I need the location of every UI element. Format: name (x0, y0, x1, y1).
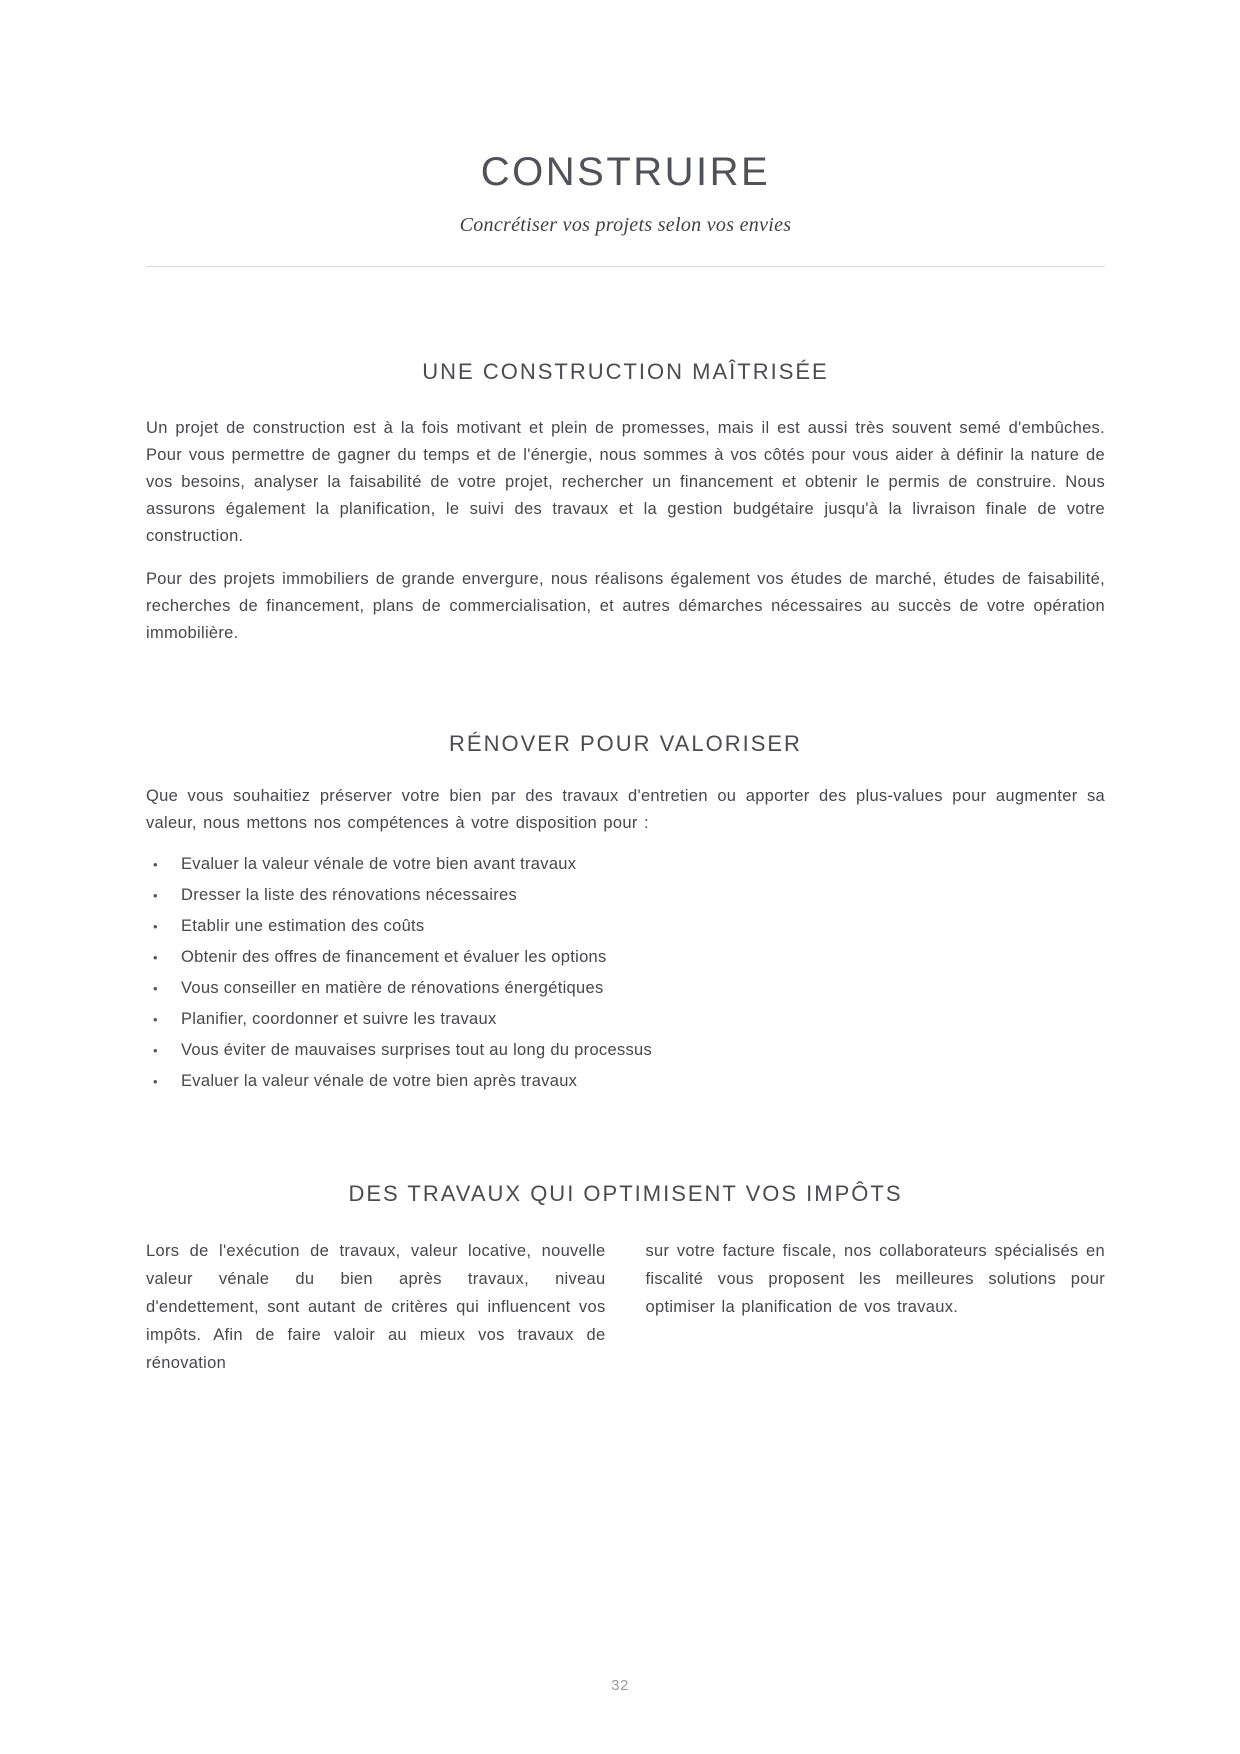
list-item (146, 973, 1105, 1004)
list-item (146, 1004, 1105, 1035)
section-impots (146, 1179, 1105, 1377)
section-renover (146, 729, 1105, 1097)
construction-paragraph-1: Un projet de construction est à la fois motivant et plein de promesses, mais il est aussi très souvent semé d'embûches. Pour vous permettre de gagner du temps et de l'énergie, nous sommes à vos côtés pour vous aider à définir la nature de vos besoins, analyser la faisabilité de votre projet, rechercher un financement et obtenir le permis de construire. Nous assurons également la planification, le suivi des travaux et la gestion budgétaire jusqu'à la livraison finale de votre construction. (146, 419, 1105, 545)
section-construction (146, 357, 1105, 647)
renover-bullet-list (146, 849, 1105, 1097)
list-item-label: Dresser la liste des rénovations nécessaires (181, 886, 518, 904)
impots-two-column-text (146, 1237, 1105, 1377)
list-item (146, 849, 1105, 880)
page-number: 32 (611, 1677, 629, 1694)
section-heading-construction: UNE CONSTRUCTION MAÎTRISÉE (422, 359, 829, 384)
list-item (146, 1066, 1105, 1097)
list-item-label: Evaluer la valeur vénale de votre bien après travaux (181, 1072, 578, 1090)
bullet-dot: • (153, 950, 158, 965)
page-subtitle: Concrétiser vos projets selon vos envies (459, 214, 792, 236)
renover-intro: Que vous souhaitiez préserver votre bien par des travaux d'entretien ou apporter des plus-values pour augmenter sa valeur, nous mettons nos compétences à votre disposition pour : (146, 787, 1105, 832)
list-item-label: Obtenir des offres de financement et évaluer les options (181, 948, 607, 966)
text-column-right: sur votre facture fiscale, nos collaborateurs spécialisés en fiscalité vous proposent les meilleures solutions pour optimiser la planification de vos travaux. (645, 1242, 1105, 1316)
bullet-dot: • (153, 919, 158, 934)
list-item (146, 880, 1105, 911)
list-item (146, 911, 1105, 942)
text-column-left: Lors de l'exécution de travaux, valeur locative, nouvelle valeur vénale du bien après travaux, niveau d'endettement, sont autant de critères qui influencent vos impôts. Afin de faire valoir au mieux vos travaux de rénovation (146, 1242, 606, 1372)
list-item (146, 1035, 1105, 1066)
construction-paragraph-2: Pour des projets immobiliers de grande envergure, nous réalisons également vos études de marché, études de faisabilité, recherches de financement, plans de commercialisation, et autres démarches nécessaires au succès de votre opération immobilière. (146, 570, 1105, 642)
page-content (0, 152, 1240, 1377)
bullet-dot: • (153, 857, 158, 872)
bullet-dot: • (153, 888, 158, 903)
list-item-label: Planifier, coordonner et suivre les travaux (181, 1010, 497, 1028)
section-heading-renover: RÉNOVER POUR VALORISER (449, 731, 802, 756)
list-item-label: Vous éviter de mauvaises surprises tout au long du processus (181, 1041, 653, 1059)
list-item-label: Etablir une estimation des coûts (181, 917, 425, 935)
bullet-dot: • (153, 1043, 158, 1058)
bullet-dot: • (153, 1074, 158, 1089)
list-item-label: Evaluer la valeur vénale de votre bien avant travaux (181, 855, 577, 873)
list-item (146, 942, 1105, 973)
list-item-label: Vous conseiller en matière de rénovations énergétiques (181, 979, 604, 997)
title-divider (146, 266, 1105, 267)
bullet-dot: • (153, 981, 158, 996)
page-title: CONSTRUIRE (480, 150, 771, 194)
section-heading-impots: DES TRAVAUX QUI OPTIMISENT VOS IMPÔTS (348, 1181, 903, 1206)
bullet-dot: • (153, 1012, 158, 1027)
